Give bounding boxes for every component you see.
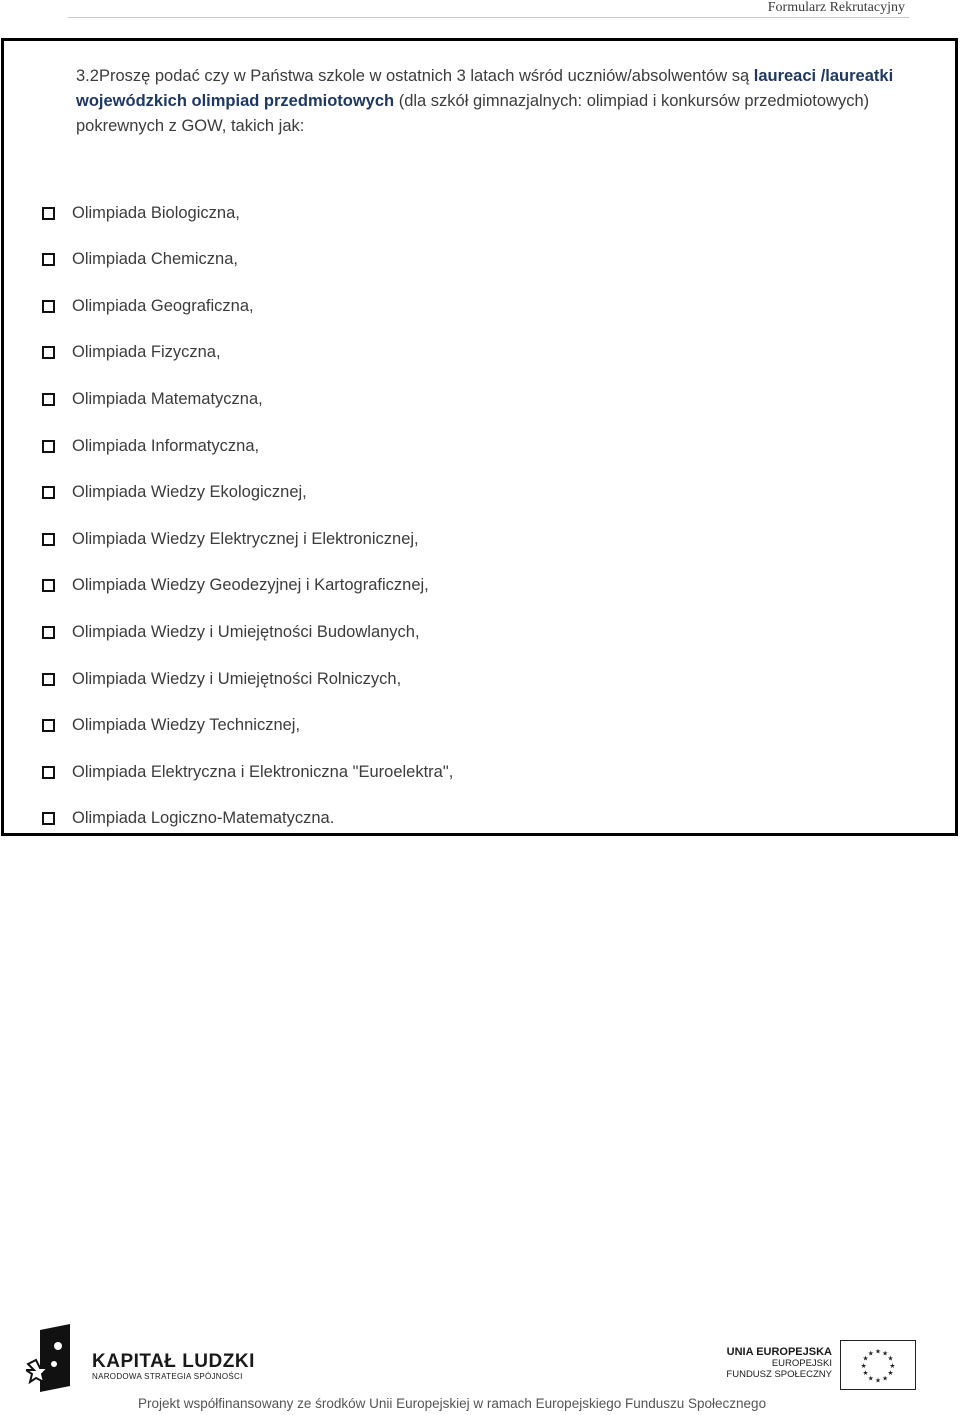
checkbox[interactable] [42,393,55,406]
checkbox[interactable] [42,486,55,499]
svg-text:★: ★ [867,1374,874,1383]
option-label: Olimpiada Informatyczna, [72,436,260,455]
svg-text:★: ★ [874,1347,882,1356]
option-item [42,387,263,411]
option-item [42,434,259,458]
eu-line-3: FUNDUSZ SPOŁECZNY [726,1369,832,1380]
svg-text:★: ★ [887,1369,894,1378]
svg-text:★: ★ [887,1354,894,1363]
svg-text:★: ★ [874,1376,882,1385]
svg-text:★: ★ [889,1361,896,1370]
svg-text:★: ★ [882,1374,889,1383]
option-item [42,248,238,272]
option-label: Olimpiada Wiedzy i Umiejętności Budowlanych, [72,622,420,641]
option-item [42,481,307,505]
checkbox[interactable] [42,440,55,453]
checkbox[interactable] [42,812,55,825]
svg-text:★: ★ [862,1369,869,1378]
option-item [42,714,300,738]
checkbox[interactable] [42,300,55,313]
question-text-after: (dla szkół gimnazjalnych: olimpiad i konkursów przedmiotowych) pokrewnych z GOW, takich jak: [76,92,870,135]
option-item [42,201,240,225]
svg-text:★: ★ [860,1361,867,1370]
option-label: Olimpiada Wiedzy Technicznej, [72,716,301,735]
kapital-ludzki-logo-icon [26,1324,78,1394]
header-divider [68,17,909,18]
question-text-before: Proszę podać czy w Państwa szkole w ostatnich 3 latach wśród uczniów/absolwentów są [98,67,754,85]
option-label: Olimpiada Wiedzy Ekologicznej, [72,483,307,502]
question-text [76,64,936,139]
option-label: Olimpiada Wiedzy Elektrycznej i Elektronicznej, [72,529,419,548]
question-highlight: laureaci /laureatki wojewódzkich olimpiad przedmiotowych [76,67,894,110]
option-label: Olimpiada Geograficzna, [72,296,254,315]
option-label: Olimpiada Wiedzy Geodezyjnej i Kartograficznej, [72,576,429,595]
option-item [42,620,420,644]
checkbox[interactable] [42,533,55,546]
eu-flag-icon [840,1340,916,1390]
option-item [42,574,429,598]
option-item [42,760,453,784]
option-label: Olimpiada Chemiczna, [72,250,238,269]
checkbox[interactable] [42,766,55,779]
option-item [42,341,221,365]
option-label: Olimpiada Matematyczna, [72,389,263,408]
option-label: Olimpiada Fizyczna, [72,343,221,362]
eu-line-2: EUROPEJSKI [771,1358,832,1369]
svg-text:★: ★ [882,1349,889,1358]
option-item [42,807,334,831]
kapital-ludzki-title: KAPITAŁ LUDZKI [92,1351,255,1372]
eu-text-block [726,1347,832,1380]
checkbox[interactable] [42,207,55,220]
funding-note: Projekt współfinansowany ze środków Unii Europejskiej w ramach Europejskiego Funduszu Społecznego [138,1396,767,1411]
document-header-title: Formularz Rekrutacyjny [767,0,905,15]
option-item [42,294,254,318]
option-item [42,527,419,551]
checkbox[interactable] [42,579,55,592]
svg-text:★: ★ [862,1354,869,1363]
checkbox[interactable] [42,719,55,732]
eu-line-1: UNIA EUROPEJSKA [726,1346,832,1358]
checkbox[interactable] [42,346,55,359]
option-label: Olimpiada Elektryczna i Elektroniczna "Euroelektra", [72,762,454,781]
kapital-ludzki-subtitle: NARODOWA STRATEGIA SPÓJNOŚCI [92,1372,243,1381]
option-item [42,667,401,691]
option-label: Olimpiada Biologiczna, [72,203,240,222]
checkbox[interactable] [42,673,55,686]
checkbox[interactable] [42,253,55,266]
checkbox[interactable] [42,626,55,639]
question-number: 3.2 [76,67,99,85]
option-label: Olimpiada Logiczno-Matematyczna. [72,809,335,828]
option-label: Olimpiada Wiedzy i Umiejętności Rolniczych, [72,669,402,688]
svg-text:★: ★ [867,1349,874,1358]
